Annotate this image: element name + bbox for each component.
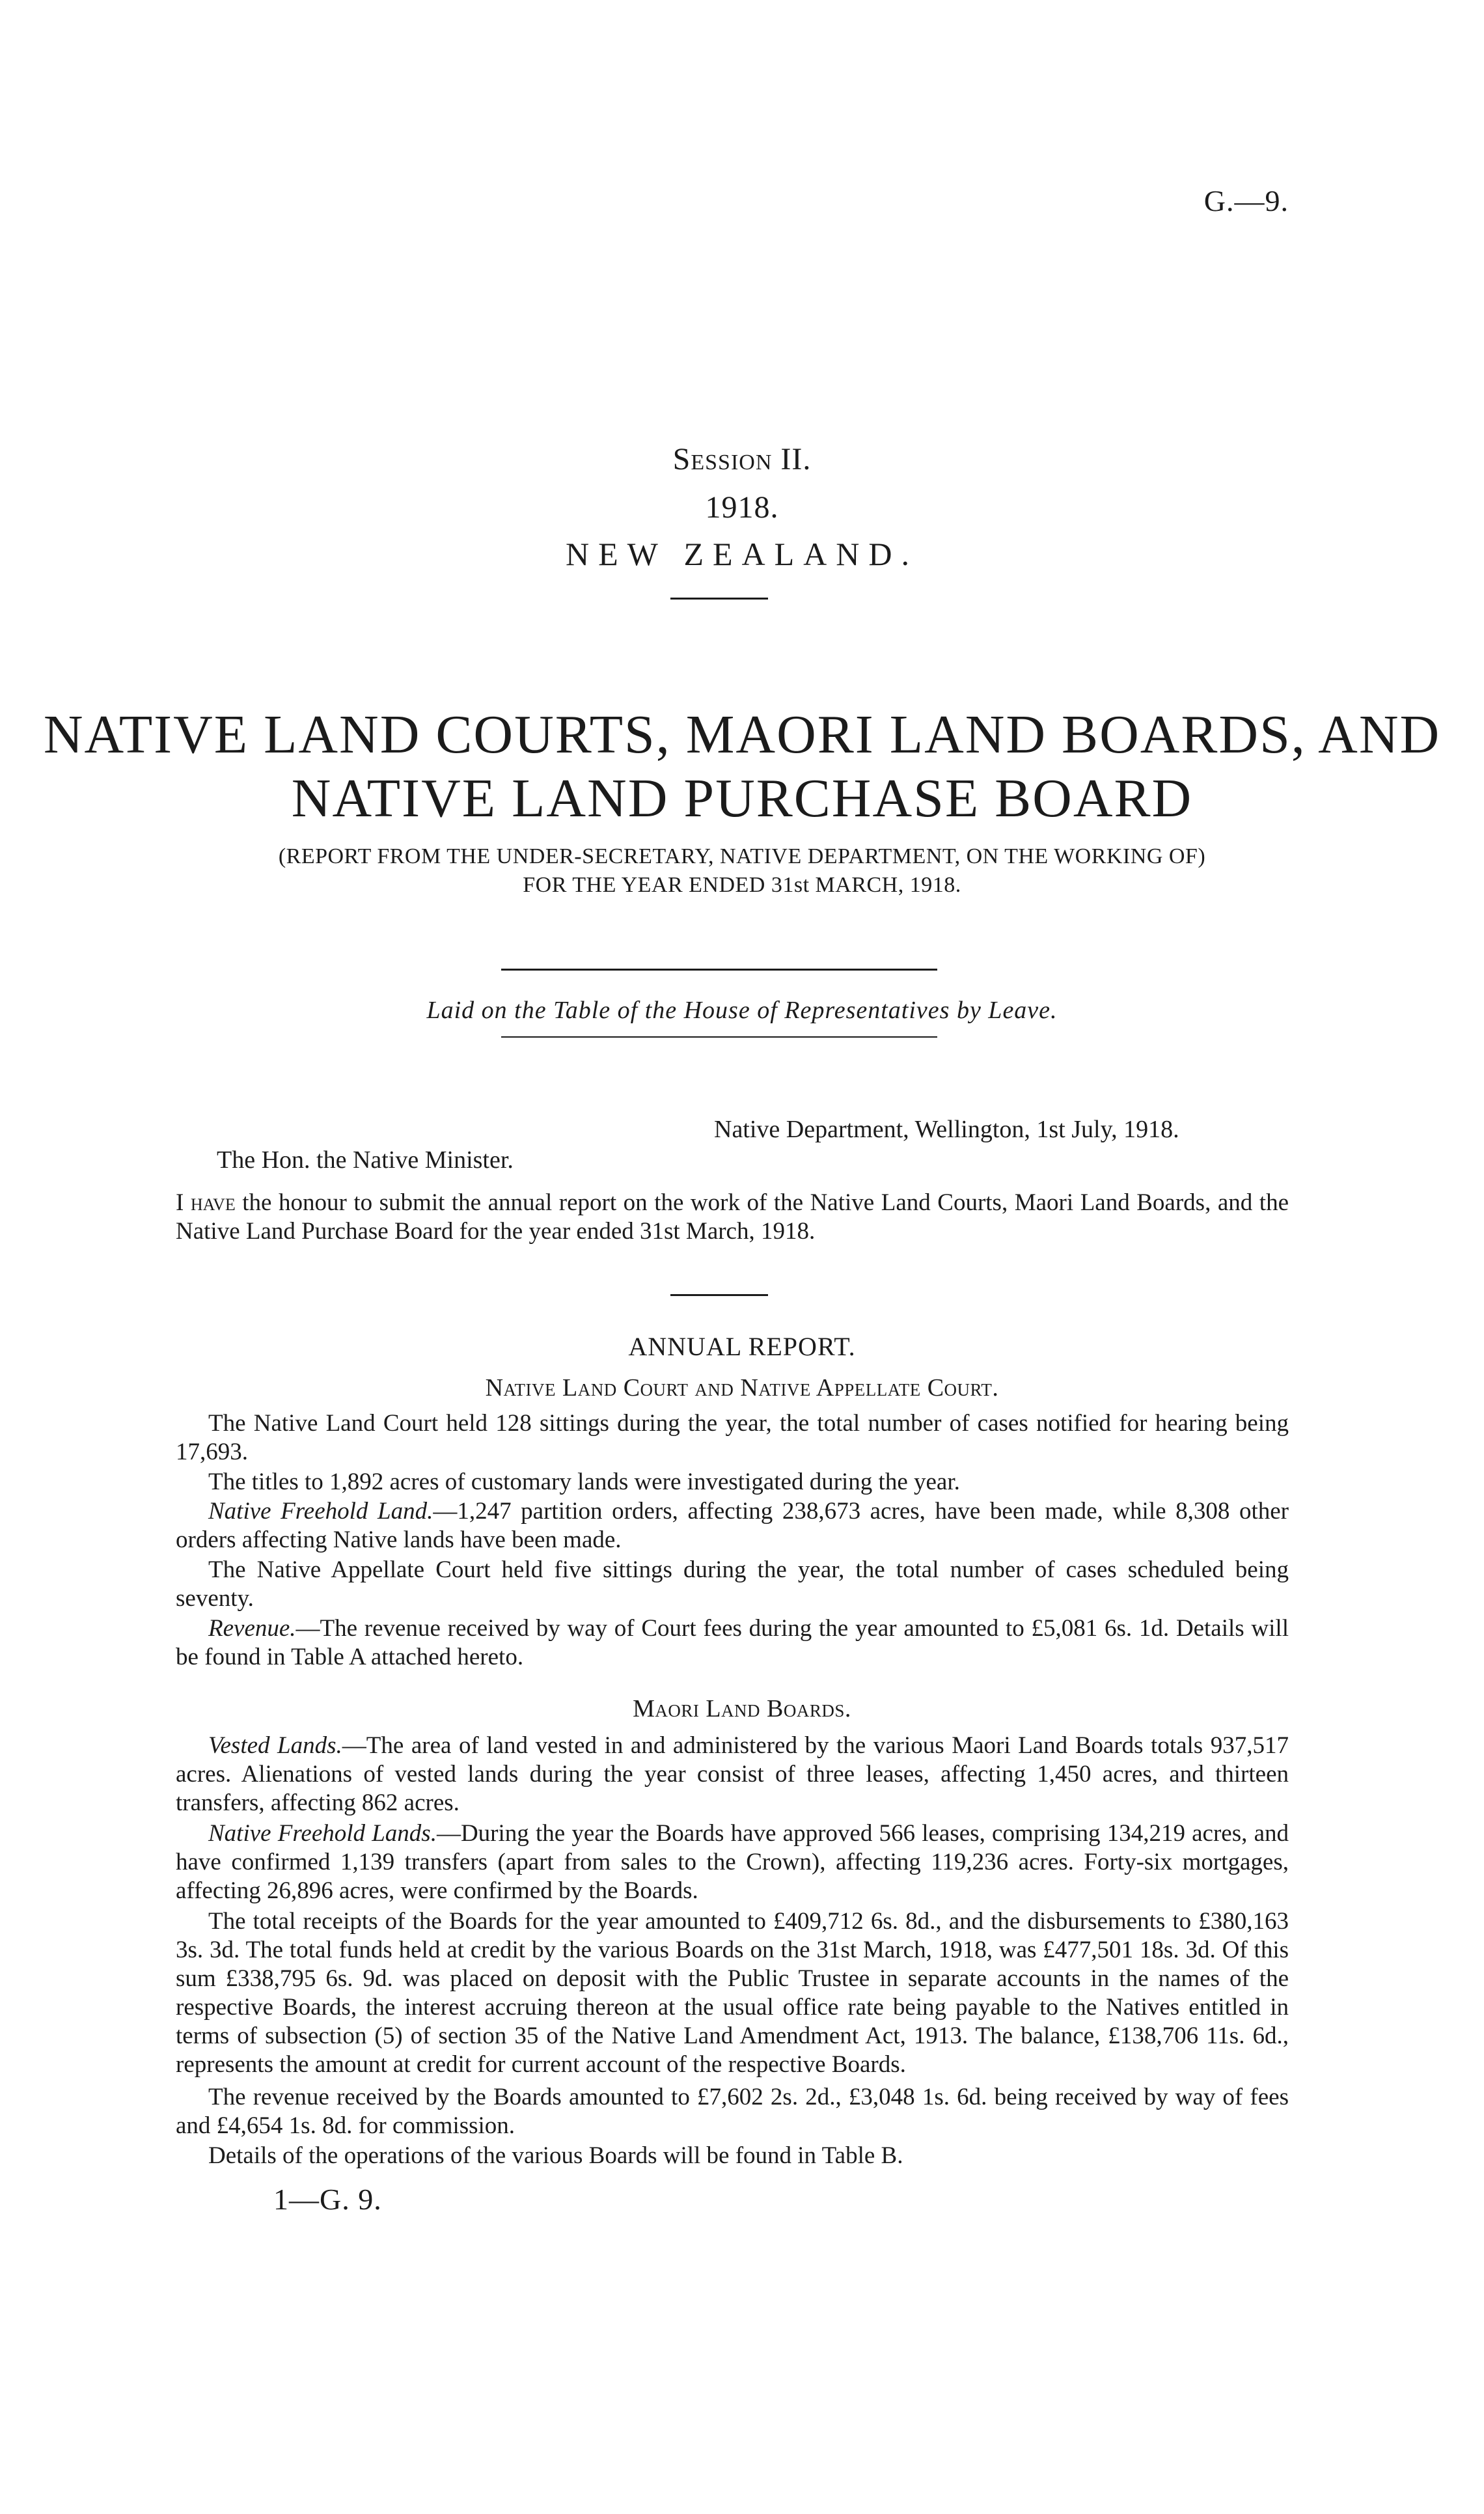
court-paragraph: [176, 1497, 1289, 1554]
paragraph-text: The titles to 1,892 acres of customary lands were investigated during the year.: [208, 1469, 960, 1495]
paragraph-text: The Native Appellate Court held five sittings during the year, the total number of cases scheduled being seventy.: [176, 1556, 1289, 1612]
intro-lead: I have: [176, 1189, 236, 1216]
divider-rule: [501, 969, 937, 971]
paragraph-text: The Native Land Court held 128 sittings during the year, the total number of cases notified for hearing being 17,693.: [176, 1410, 1289, 1465]
intro-text: the honour to submit the annual report on the work of the Native Land Courts, Maori Land Boards, and the Native Land Purchase Board for the year ended 31st March, 1918.: [176, 1189, 1289, 1245]
laid-on-table-note: Laid on the Table of the House of Representatives by Leave.: [426, 997, 1058, 1024]
boards-paragraph: [176, 2142, 1289, 2170]
subtitle-line-2: FOR THE YEAR ENDED 31st MARCH, 1918.: [523, 873, 961, 897]
boards-paragraph: [176, 1907, 1289, 2079]
paragraph-lead: Native Freehold Land.: [208, 1498, 433, 1525]
boards-paragraph: [176, 1819, 1289, 1905]
divider-rule: [670, 1294, 768, 1296]
intro-paragraph: [176, 1189, 1289, 1246]
boards-paragraph: [176, 1732, 1289, 1817]
document-reference: G.—9.: [1203, 184, 1289, 217]
paragraph-text: —The area of land vested in and administered by the various Maori Land Boards totals 937,517 acres. Alienations of vested lands during the year consist of three leases, affecting 1,450 acres, and thirteen transfers, affecting 862 acres.: [176, 1732, 1289, 1816]
document-title: [0, 703, 1484, 831]
footer-reference: 1—G. 9.: [273, 2183, 382, 2216]
paragraph-lead: Vested Lands.: [208, 1732, 342, 1759]
paragraph-lead: Revenue.: [208, 1615, 296, 1642]
paragraph-text: The revenue received by the Boards amounted to £7,602 2s. 2d., £3,048 1s. 6d. being received by way of fees and £4,654 1s. 8d. for commission.: [176, 2084, 1289, 2139]
court-paragraph: [176, 1556, 1289, 1613]
paragraph-text: —1,247 partition orders, affecting 238,673 acres, have been made, while 8,308 other orders affecting Native lands have been made.: [176, 1498, 1289, 1553]
dateline: Native Department, Wellington, 1st July, 1918.: [714, 1116, 1179, 1143]
paragraph-text: —During the year the Boards have approved 566 leases, comprising 134,219 acres, and have confirmed 1,139 transfers (apart from sales to the Crown), affecting 119,236 acres. Forty-six mortgages, affecting 26,896 acres, were confirmed by the Boards.: [176, 1820, 1289, 1904]
boards-section-heading: Maori Land Boards.: [633, 1695, 851, 1722]
title-line-2: NATIVE LAND PURCHASE BOARD: [291, 768, 1193, 829]
court-paragraph: [176, 1614, 1289, 1672]
title-line-1: NATIVE LAND COURTS, MAORI LAND BOARDS, AND: [43, 704, 1441, 765]
paragraph-text: The total receipts of the Boards for the year amounted to £409,712 6s. 8d., and the disbursements to £380,163 3s. 3d. The total funds held at credit by the various Boards on the 31st March, 1918, was £477,501 18s. 3d. Of this sum £338,795 6s. 9d. was placed on deposit with the Public Trustee in separate accounts in the names of the respective Boards, the interest accruing thereon at the usual office rate being payable to the Natives entitled in terms of subsection (5) of section 35 of the Native Land Amendment Act, 1913. The balance, £138,706 11s. 6d., represents the amount at credit for current account of the respective Boards.: [176, 1908, 1289, 2078]
paragraph-lead: Native Freehold Lands.: [208, 1820, 437, 1847]
court-section-heading: Native Land Court and Native Appellate Court.: [485, 1374, 999, 1402]
divider-rule: [501, 1036, 937, 1038]
paragraph-text: Details of the operations of the various Boards will be found in Table B.: [208, 2142, 903, 2169]
paragraph-text: —The revenue received by way of Court fees during the year amounted to £5,081 6s. 1d. Details will be found in Table A attached hereto.: [176, 1615, 1289, 1670]
divider-rule: [670, 598, 768, 600]
country-label: NEW ZEALAND.: [566, 536, 918, 572]
session-label: Session II.: [672, 442, 812, 477]
annual-report-heading: ANNUAL REPORT.: [628, 1332, 856, 1361]
subtitle-line-1: (REPORT FROM THE UNDER-SECRETARY, NATIVE DEPARTMENT, ON THE WORKING OF): [278, 844, 1206, 868]
document-subtitle: [0, 842, 1484, 900]
court-paragraph: [176, 1409, 1289, 1467]
court-paragraph: [176, 1468, 1289, 1497]
year-label: 1918.: [705, 490, 779, 525]
addressee: The Hon. the Native Minister.: [217, 1146, 514, 1174]
boards-paragraph: [176, 2083, 1289, 2140]
